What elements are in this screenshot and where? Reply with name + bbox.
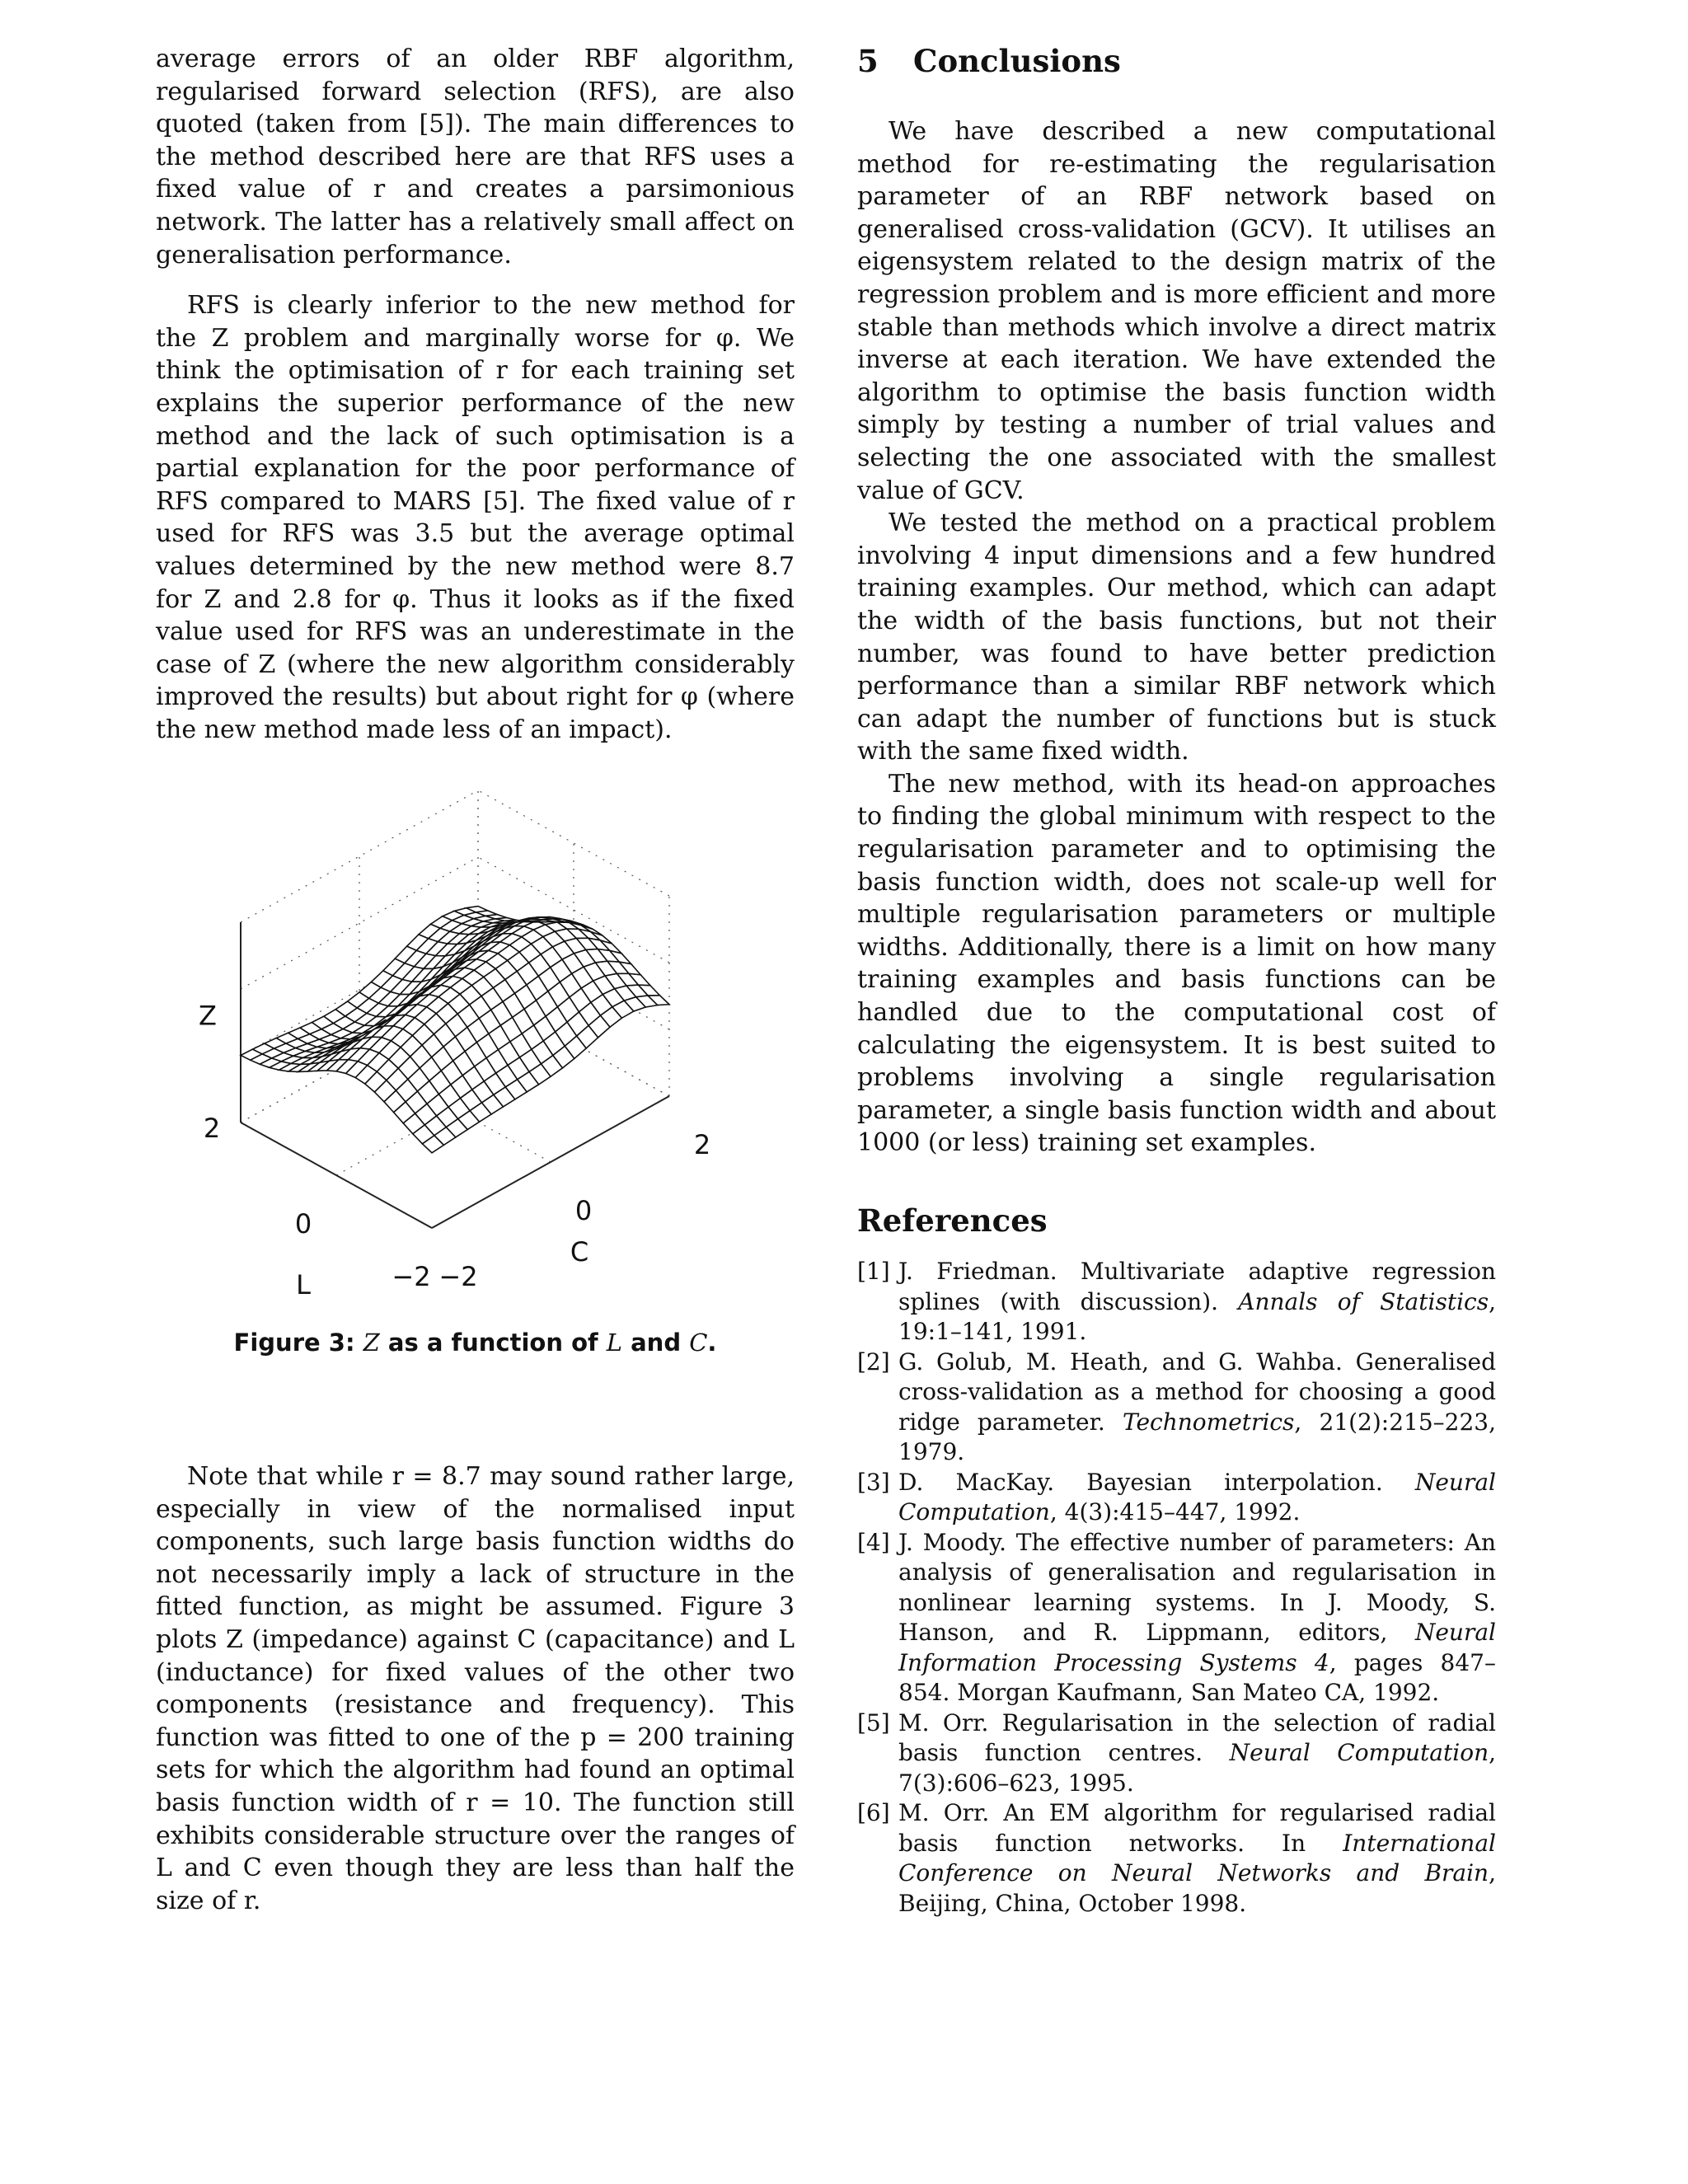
reference-label: [4] bbox=[857, 1528, 890, 1556]
reference-label: [1] bbox=[857, 1258, 890, 1285]
z-tick-label: 2 bbox=[203, 1113, 221, 1144]
reference-item: [6] M. Orr. An EM algorithm for regularised radial basis function networks. In International Conference on Neural Networks and Brain, Beijing, China, October 1998. bbox=[857, 1798, 1496, 1919]
z-axis-label: Z bbox=[199, 1000, 217, 1032]
reference-label: [5] bbox=[857, 1708, 890, 1736]
reference-item: [1] J. Friedman. Multivariate adaptive regression splines (with discussion). Annals of Statistics, 19:1–141, 1991. bbox=[857, 1257, 1496, 1347]
paragraph-rfs-comparison: RFS is clearly inferior to the new method for the Z problem and marginally worse for φ. We think the optimisation of r for each training set explains the superior performance of the new method and the lack of such optimisation is a partial explanation for the poor performance of RFS compared to MARS [5]. The fixed value of r used for RFS was 3.5 but the average optimal values determined by the new method were 8.7 for Z and 2.8 for φ. Thus it looks as if the fixed value used for RFS was an underestimate in the case of Z (where the new algorithm considerably improved the results) but about right for φ (where the new method made less of an impact). bbox=[156, 291, 795, 744]
figure-caption bbox=[156, 1329, 795, 1357]
l-axis-label: L bbox=[296, 1269, 311, 1301]
surface-mesh bbox=[241, 907, 669, 1153]
l-tick-label: 0 bbox=[294, 1208, 312, 1240]
caption-mid: as a function of bbox=[387, 1329, 598, 1357]
figure-3 bbox=[156, 766, 795, 1360]
reference-label: [3] bbox=[857, 1468, 890, 1496]
l-tick-label: −2 bbox=[392, 1261, 431, 1292]
c-tick-label: −2 bbox=[438, 1261, 478, 1292]
surface-plot bbox=[156, 766, 795, 1310]
section-heading bbox=[857, 43, 1496, 79]
reference-label: [6] bbox=[857, 1799, 890, 1826]
c-tick-label: 0 bbox=[574, 1195, 593, 1226]
paragraph-conclusion-3: The new method, with its head-on approaches to finding the global minimum with respect to the regularisation parameter and to optimising the basis function width, does not scale-up well for multiple regularisation parameters or multiple widths. Additionally, there is a limit on how many training examples and basis functions can be handled due to the computational cost of calculating the eigensystem. It is best suited to problems involving a single regularisation parameter, a single basis function width and about 1000 (or less) training set examples. bbox=[857, 769, 1496, 1158]
c-tick-label: 2 bbox=[693, 1129, 711, 1160]
reference-item: [3] D. MacKay. Bayesian interpolation. Neural Computation, 4(3):415–447, 1992. bbox=[857, 1468, 1496, 1528]
grid-line bbox=[241, 790, 478, 922]
caption-var-l: L bbox=[606, 1329, 622, 1357]
paragraph-basis-width: Note that while r = 8.7 may sound rather large, especially in view of the normalised input components, such large basis function widths do not necessarily imply a lack of structure in the fitted function, as might be assumed. Figure 3 plots Z (impedance) against C (capacitance) and L (inductance) for fixed values of the other two components (resistance and frequency). This function was fitted to one of the p = 200 training sets for which the algorithm had found an optimal basis function width of r = 10. The function still exhibits considerable structure over the ranges of L and C even though they are less than half the size of r. bbox=[156, 1462, 795, 1915]
paragraph-conclusion-2: We tested the method on a practical problem involving 4 input dimensions and a few hundred training examples. Our method, which can adapt the width of the basis functions, but not their number, was found to have better prediction performance than a similar RBF network which can adapt the number of functions but is stuck with the same fixed width. bbox=[857, 509, 1496, 766]
l-axis-line bbox=[241, 1122, 432, 1228]
reference-list bbox=[857, 1257, 1496, 1919]
caption-end: . bbox=[707, 1329, 717, 1357]
caption-var-z: Z bbox=[363, 1329, 380, 1357]
reference-item: [5] M. Orr. Regularisation in the selection of radial basis function centres. Neural Computation, 7(3):606–623, 1995. bbox=[857, 1708, 1496, 1799]
left-column-top bbox=[156, 43, 795, 746]
caption-and: and bbox=[631, 1329, 682, 1357]
reference-item: [4] J. Moody. The effective number of parameters: An analysis of generalisation and regularisation in nonlinear learning systems. In J. Moody, S. Hanson, and R. Lippmann, editors, Neural Information Processing Systems 4, pages 847–854. Morgan Kaufmann, San Mateo CA, 1992. bbox=[857, 1528, 1496, 1708]
caption-var-c: C bbox=[689, 1329, 708, 1357]
paragraph-rfs-intro: average errors of an older RBF algorithm, regularised forward selection (RFS), are also quoted (taken from [5]). The main differences to the method described here are that RFS uses a fixed value of r and creates a parsimonious network. The latter has a relatively small affect on generalisation performance. bbox=[156, 45, 795, 269]
right-column bbox=[857, 43, 1496, 1919]
section-number: 5 bbox=[857, 43, 879, 79]
paragraph-conclusion-1: We have described a new computational method for re-estimating the regularisation parameter of an RBF network based on generalised cross-validation (GCV). It utilises an eigensystem related to the design matrix of the regression problem and is more efficient and more stable than methods which involve a direct matrix inverse at each iteration. We have extended the algorithm to optimise the basis function width simply by testing a number of trial values and selecting the one associated with the smallest value of GCV. bbox=[857, 117, 1496, 505]
left-column-bottom bbox=[156, 1460, 795, 1917]
reference-item: [2] G. Golub, M. Heath, and G. Wahba. Generalised cross-validation as a method for choosing a good ridge parameter. Technometrics, 21(2):215–223, 1979. bbox=[857, 1347, 1496, 1468]
c-axis-label: C bbox=[570, 1236, 589, 1268]
grid-line bbox=[478, 790, 669, 896]
caption-prefix: Figure 3: bbox=[233, 1329, 355, 1357]
reference-label: [2] bbox=[857, 1347, 890, 1376]
references-heading: References bbox=[857, 1202, 1048, 1239]
section-title: Conclusions bbox=[913, 43, 1121, 79]
